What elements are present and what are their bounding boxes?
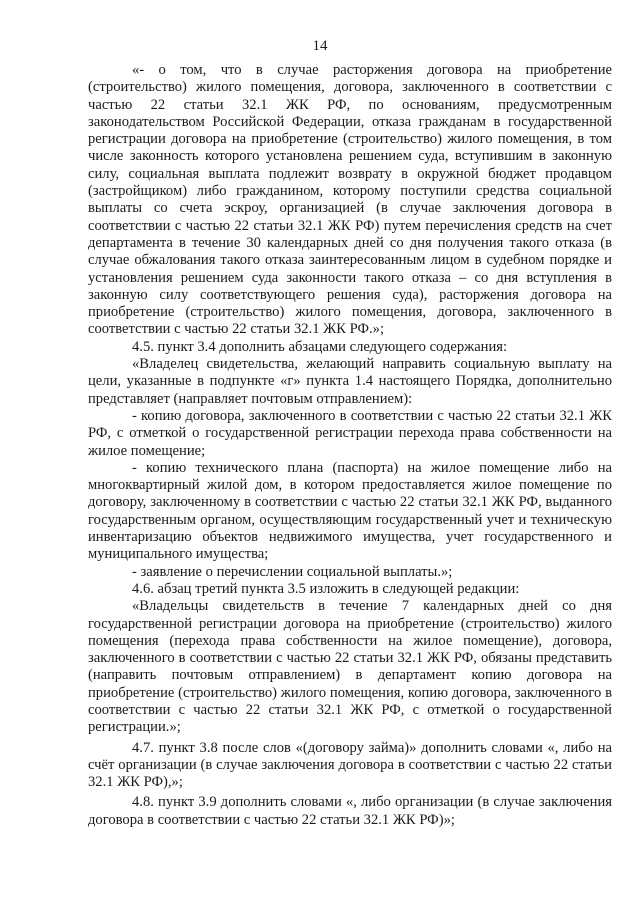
paragraph-contract-copy: - копию договора, заключенного в соответствии с частью 22 статьи 32.1 ЖК РФ, с отметкой о государственной регистрации перехода права собственности на жилое помещение;	[88, 407, 612, 459]
paragraph-item-4-6: 4.6. абзац третий пункта 3.5 изложить в следующей редакции:	[132, 580, 520, 597]
paragraph-refund-condition: «- о том, что в случае расторжения договора на приобретение (строительство) жилого помещения, договора, заключенного в соответствии с частью 22 статьи 32.1 ЖК РФ, по основаниям, предусмотренным законодательством Российской Федерации, отказа гражданам в государственной регистрации договора на приобретение (строительство) жилого помещения, в том числе законность которого установлена решением суда, вступившим в законную силу, социальная выплата подлежит возврату в окружной бюджет продавцом (застройщиком) либо гражданином, которому поступили средства социальной выплаты со счета эскроу, организацией (в случае заключения договора в соответствии с частью 22 статьи 32.1 ЖК РФ) путем перечисления средств на счет департамента в течение 30 календарных дней со дня получения такого отказа (в случае обжалования такого отказа заинтересованным лицом в судебном порядке и установления решением суда законности такого отказа – со дня вступления в законную силу соответствующего решения суда), расторжения договора на приобретение (строительство) жилого помещения, договора, заключенного в соответствии с частью 22 статьи 32.1 ЖК РФ.»;	[88, 62, 612, 338]
paragraph-item-4-8: 4.8. пункт 3.9 дополнить словами «, либо организации (в случае заключения договора в соответствии с частью 22 статьи 32.1 ЖК РФ)»;	[88, 794, 612, 828]
document-body	[88, 62, 612, 829]
page-number: 14	[312, 38, 328, 54]
paragraph-technical-plan-copy: - копию технического плана (паспорта) на жилое помещение либо на многоквартирный жилой дом, в котором предоставляется жилое помещение по договору, заключенному в соответствии с частью 22 статьи 32.1 ЖК РФ, выданного государственным органом, осуществляющим государственный учет и техническую инвентаризацию объектов недвижимого имущества, учет государственного и муниципального имущества;	[88, 459, 612, 563]
paragraph-certificate-owners: «Владельцы свидетельств в течение 7 календарных дней со дня государственной регистрации договора на приобретение (строительство) жилого помещения (перехода права собственности на жилое помещение), договора, заключенного в соответствии с частью 22 статьи 32.1 ЖК РФ, обязаны представить (направить почтовым отправлением) в департамент копию договора на приобретение (строительство) жилого помещения, копию договора, заключенного в соответствии с частью 22 статьи 32.1 ЖК РФ, с отметкой о государственной регистрации.»;	[88, 598, 612, 736]
paragraph-certificate-owner: «Владелец свидетельства, желающий направить социальную выплату на цели, указанные в подпункте «г» пункта 1.4 настоящего Порядка, дополнительно представляет (направляет почтовым отправлением):	[88, 356, 612, 407]
paragraph-payment-application: - заявление о перечислении социальной выплаты.»;	[132, 563, 453, 580]
paragraph-item-4-7: 4.7. пункт 3.8 после слов «(договору займа)» дополнить словами «, либо на счёт организации (в случае заключения договора в соответствии с частью 22 статьи 32.1 ЖК РФ),»;	[88, 739, 612, 791]
paragraph-item-4-5: 4.5. пункт 3.4 дополнить абзацами следующего содержания:	[132, 338, 508, 355]
